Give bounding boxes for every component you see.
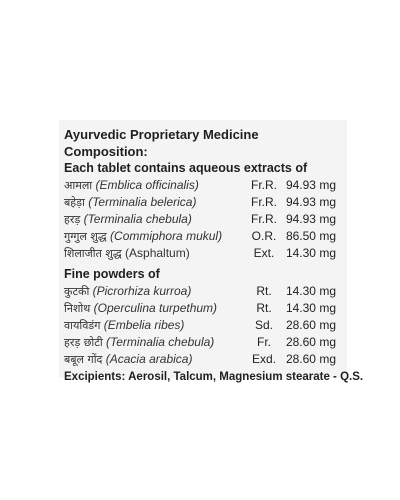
hindi-name: हरड़	[64, 213, 81, 226]
ingredient-row	[64, 194, 344, 211]
ingredient-row	[64, 300, 344, 317]
hindi-name: शिलाजीत शुद्ध	[64, 247, 122, 260]
latin-name: (Commiphora mukul)	[110, 229, 223, 243]
hindi-name: वायविडंग	[64, 319, 101, 332]
ingredient-row	[64, 283, 344, 300]
plant-part: Exd.	[251, 352, 276, 366]
plant-part: Ext.	[253, 246, 275, 260]
latin-name: (Emblica officinalis)	[95, 178, 199, 192]
ingredient-name	[64, 245, 190, 262]
quantity: 14.30 mg	[285, 284, 336, 298]
ingredient-name	[64, 194, 196, 211]
ingredient-name	[64, 177, 199, 194]
latin-name: (Terminalia chebula)	[83, 212, 192, 226]
hindi-name: निशोथ	[64, 302, 91, 315]
ingredient-row	[64, 317, 344, 334]
plant-part: Fr.R.	[251, 212, 277, 226]
hindi-name: आमला	[64, 179, 93, 192]
ingredient-name	[64, 351, 192, 368]
quantity: 28.60 mg	[285, 335, 336, 349]
plant-part: Sd.	[254, 318, 273, 332]
composition-content	[64, 126, 364, 386]
latin-name: (Embelia ribes)	[103, 318, 185, 332]
latin-name: (Terminalia chebula)	[106, 335, 215, 349]
extracts-list	[64, 177, 344, 262]
quantity: 14.30 mg	[285, 246, 336, 260]
powders-list	[64, 283, 344, 368]
ingredient-row	[64, 245, 344, 262]
plant-part: Fr.R.	[251, 178, 277, 192]
hindi-name: बबूल गोंद	[64, 353, 103, 366]
powders-heading: Fine powders of	[64, 267, 160, 281]
excipients-line: Excipients: Aerosil, Talcum, Magnesium stearate - Q.S.	[64, 371, 364, 383]
latin-name: (Acacia arabica)	[105, 352, 193, 366]
quantity: 14.30 mg	[285, 301, 336, 315]
plant-part: Fr.	[257, 335, 271, 349]
ingredient-row	[64, 351, 344, 368]
latin-name: (Terminalia belerica)	[88, 195, 197, 209]
ingredient-name	[64, 300, 217, 317]
ingredient-row	[64, 228, 344, 245]
ingredient-name	[64, 317, 184, 334]
composition-label: Composition:	[64, 144, 148, 159]
latin-name: (Asphaltum)	[125, 246, 190, 260]
hindi-name: हरड़ छोटी	[64, 336, 103, 349]
hindi-name: गुग्गुल शुद्ध	[64, 230, 107, 243]
plant-part: Rt.	[256, 284, 272, 298]
ingredient-name	[64, 283, 191, 300]
latin-name: (Picrorhiza kurroa)	[92, 284, 192, 298]
latin-name: (Operculina turpethum)	[93, 301, 218, 315]
quantity: 94.93 mg	[285, 195, 336, 209]
plant-part: Rt.	[256, 301, 272, 315]
quantity: 94.93 mg	[285, 178, 336, 192]
ingredient-row	[64, 177, 344, 194]
ingredient-name	[64, 211, 192, 228]
ingredient-name	[64, 334, 214, 351]
plant-part: O.R.	[251, 229, 277, 243]
quantity: 28.60 mg	[285, 352, 336, 366]
ingredient-name	[64, 228, 222, 245]
document-title: Ayurvedic Proprietary Medicine	[64, 127, 259, 142]
ingredient-row	[64, 211, 344, 228]
quantity: 86.50 mg	[285, 229, 336, 243]
extracts-heading: Each tablet contains aqueous extracts of	[64, 161, 308, 175]
ingredient-row	[64, 334, 344, 351]
quantity: 28.60 mg	[285, 318, 336, 332]
quantity: 94.93 mg	[285, 212, 336, 226]
plant-part: Fr.R.	[251, 195, 277, 209]
hindi-name: कुटकी	[64, 285, 90, 298]
hindi-name: बहेड़ा	[64, 196, 85, 209]
